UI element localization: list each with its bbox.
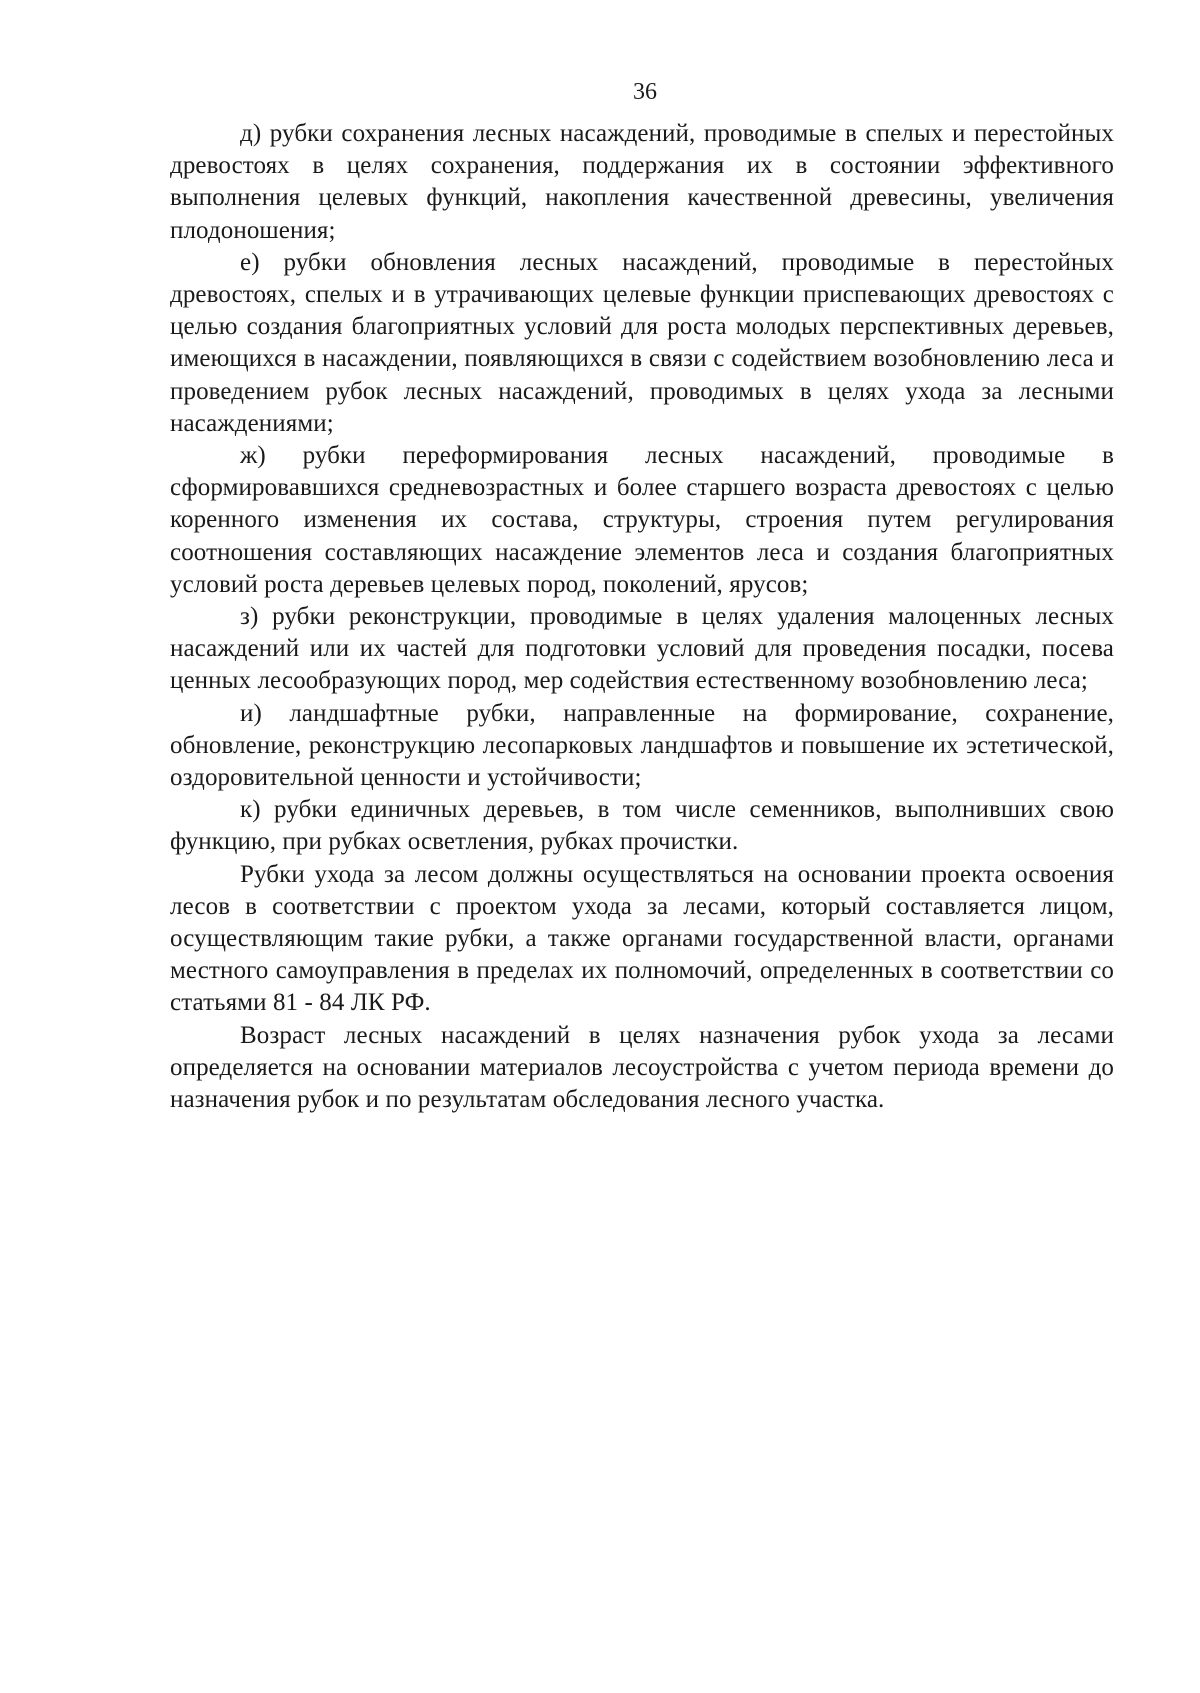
paragraph-zh: ж) рубки переформирования лесных насаждений, проводимые в сформировавшихся средневозрастных и более старшего возраста древостоях с целью коренного изменения их состава, структуры, строения путем регулирования соотношения составляющих насаждение элементов леса и создания благоприятных условий роста деревьев целевых пород, поколений, ярусов; <box>170 442 1114 598</box>
page-number: 36 <box>633 79 657 105</box>
paragraph-stand-age: Возраст лесных насаждений в целях назначения рубок ухода за лесами определяется на основании материалов лесоустройства с учетом периода времени до назначения рубок и по результатам обследования лесного участка. <box>170 1021 1114 1114</box>
paragraph-k: к) рубки единичных деревьев, в том числе семенников, выполнивших свою функцию, при рубках осветления, рубках прочистки. <box>170 796 1114 856</box>
body-text <box>170 118 1114 1116</box>
paragraph-e: е) рубки обновления лесных насаждений, проводимые в перестойных древостоях, спелых и в утрачивающих целевые функции приспевающих древостоях с целью создания благоприятных условий для роста молодых перспективных деревьев, имеющихся в насаждении, появляющихся в связи с содействием возобновлению леса и проведением рубок лесных насаждений, проводимых в целях ухода за лесными насаждениями; <box>170 248 1114 437</box>
paragraph-d: д) рубки сохранения лесных насаждений, проводимые в спелых и перестойных древостоях в целях сохранения, поддержания их в состоянии эффективного выполнения целевых функций, накопления качественной древесины, увеличения плодоношения; <box>170 120 1114 244</box>
paragraph-i: и) ландшафтные рубки, направленные на формирование, сохранение, обновление, реконструкцию лесопарковых ландшафтов и повышение их эстетической, оздоровительной ценности и устойчивости; <box>170 699 1114 792</box>
paragraph-thinning-project: Рубки ухода за лесом должны осуществляться на основании проекта освоения лесов в соответствии с проектом ухода за лесами, который составляется лицом, осуществляющим такие рубки, а также органами государственной власти, органами местного самоуправления в пределах их полномочий, определенных в соответствии со статьями 81 - 84 ЛК РФ. <box>170 860 1114 1017</box>
paragraph-z: з) рубки реконструкции, проводимые в целях удаления малоценных лесных насаждений или их частей для подготовки условий для проведения посадки, посева ценных лесообразующих пород, мер содействия естественному возобновлению леса; <box>170 603 1114 695</box>
